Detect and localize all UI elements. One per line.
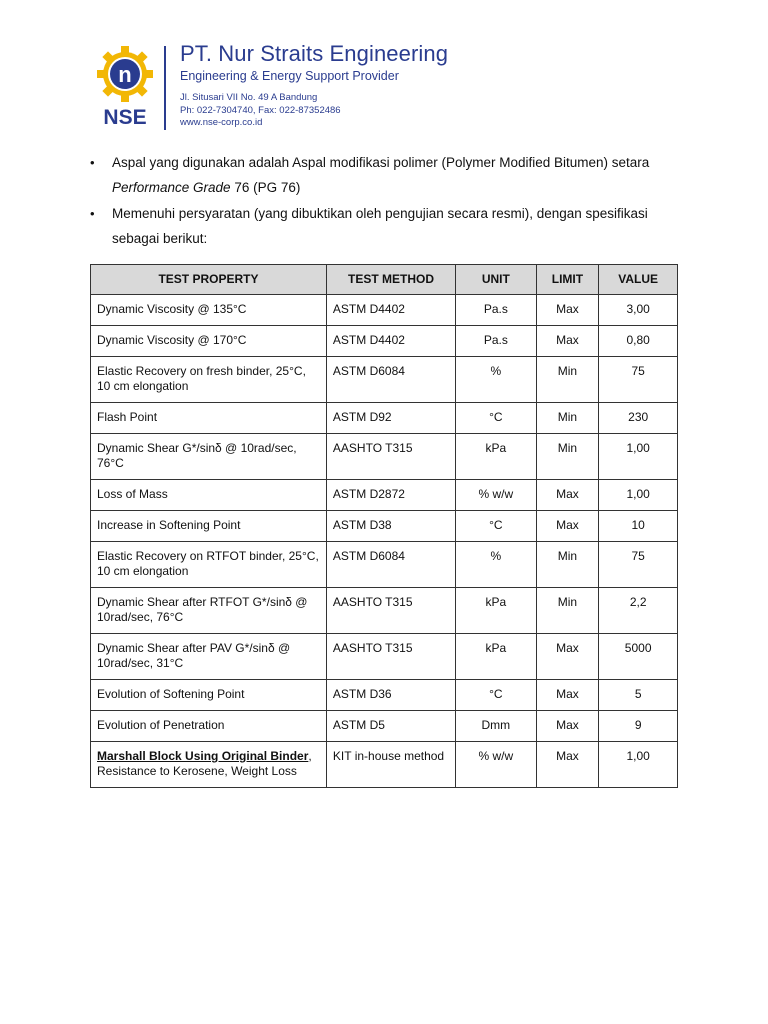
- property-text: Evolution of Softening Point: [97, 687, 245, 701]
- cell-unit: Pa.s: [456, 295, 536, 326]
- logo-letter: n: [118, 62, 132, 87]
- cell-test-method: ASTM D6084: [326, 542, 455, 588]
- cell-limit: Min: [536, 434, 599, 480]
- company-info: [180, 40, 680, 130]
- cell-test-property: [91, 588, 327, 634]
- cell-test-property: [91, 711, 327, 742]
- bullet-text-tail: 76 (PG 76): [230, 180, 301, 195]
- nse-logo: [94, 44, 156, 128]
- cell-limit: Min: [536, 542, 599, 588]
- cell-test-method: ASTM D36: [326, 680, 455, 711]
- cell-test-method: KIT in-house method: [326, 742, 455, 788]
- cell-unit: % w/w: [456, 742, 536, 788]
- cell-test-method: ASTM D4402: [326, 295, 455, 326]
- cell-value: 75: [599, 542, 678, 588]
- cell-value: 1,00: [599, 480, 678, 511]
- property-text: Increase in Softening Point: [97, 518, 241, 532]
- cell-test-method: AASHTO T315: [326, 588, 455, 634]
- cell-limit: Max: [536, 680, 599, 711]
- cell-unit: °C: [456, 511, 536, 542]
- cell-unit: kPa: [456, 634, 536, 680]
- cell-value: 75: [599, 357, 678, 403]
- cell-limit: Min: [536, 588, 599, 634]
- company-website: www.nse-corp.co.id: [180, 117, 263, 128]
- cell-unit: %: [456, 542, 536, 588]
- cell-test-method: ASTM D4402: [326, 326, 455, 357]
- cell-unit: kPa: [456, 588, 536, 634]
- property-bold-text: Marshall Block Using Original Binder: [97, 749, 309, 763]
- header-test-property: TEST PROPERTY: [91, 265, 327, 295]
- cell-test-method: AASHTO T315: [326, 434, 455, 480]
- property-text: Dynamic Shear after PAV G*/sinδ @ 10rad/sec, 31°C: [97, 641, 291, 670]
- property-text: Elastic Recovery on RTFOT binder, 25°C, 10 cm elongation: [97, 549, 319, 578]
- bullet-list: [90, 150, 680, 252]
- cell-test-property: [91, 542, 327, 588]
- property-text: Dynamic Shear G*/sinδ @ 10rad/sec, 76°C: [97, 441, 297, 470]
- property-text: , Resistance to Kerosene, Weight Loss: [97, 749, 312, 778]
- cell-value: 1,00: [599, 434, 678, 480]
- cell-test-property: [91, 511, 327, 542]
- cell-test-property: [91, 634, 327, 680]
- bullet-italic-text: Performance Grade: [112, 180, 231, 195]
- cell-unit: %: [456, 357, 536, 403]
- property-text: Flash Point: [97, 410, 158, 424]
- cell-limit: Min: [536, 403, 599, 434]
- cell-test-property: [91, 295, 327, 326]
- bullet-item: [90, 201, 680, 251]
- table-row: [91, 480, 678, 511]
- cell-limit: Max: [536, 480, 599, 511]
- cell-test-property: [91, 434, 327, 480]
- cell-limit: Max: [536, 634, 599, 680]
- cell-unit: % w/w: [456, 480, 536, 511]
- cell-value: 2,2: [599, 588, 678, 634]
- cell-test-property: [91, 680, 327, 711]
- cell-test-property: [91, 357, 327, 403]
- cell-test-method: ASTM D2872: [326, 480, 455, 511]
- table-row: [91, 711, 678, 742]
- cell-test-method: ASTM D6084: [326, 357, 455, 403]
- cell-value: 10: [599, 511, 678, 542]
- bullet-text: Memenuhi persyaratan (yang dibuktikan oleh pengujian secara resmi), dengan spesifikasi sebagai berikut:: [112, 206, 648, 246]
- table-row: [91, 588, 678, 634]
- header-test-method: TEST METHOD: [326, 265, 455, 295]
- property-text: Dynamic Viscosity @ 135°C: [97, 302, 247, 316]
- company-tagline: Engineering & Energy Support Provider: [180, 69, 399, 83]
- table-row: [91, 634, 678, 680]
- table-row: [91, 742, 678, 788]
- cell-value: 9: [599, 711, 678, 742]
- table-row: [91, 511, 678, 542]
- table-row: [91, 542, 678, 588]
- cell-value: 230: [599, 403, 678, 434]
- bullet-icon: •: [90, 155, 95, 170]
- header-unit: UNIT: [456, 265, 536, 295]
- property-text: Loss of Mass: [97, 487, 168, 501]
- company-address: Jl. Situsari VII No. 49 A Bandung: [180, 92, 318, 103]
- company-name: PT. Nur Straits Engineering: [180, 41, 449, 66]
- cell-test-method: ASTM D5: [326, 711, 455, 742]
- cell-value: 0,80: [599, 326, 678, 357]
- cell-limit: Min: [536, 357, 599, 403]
- bullet-icon: •: [90, 206, 95, 221]
- cell-unit: °C: [456, 680, 536, 711]
- cell-limit: Max: [536, 711, 599, 742]
- cell-test-property: [91, 742, 327, 788]
- cell-unit: Dmm: [456, 711, 536, 742]
- cell-value: 5: [599, 680, 678, 711]
- logo-text: NSE: [103, 106, 147, 128]
- bullet-item: [90, 150, 680, 200]
- table-header-row: [91, 265, 678, 295]
- property-text: Evolution of Penetration: [97, 718, 225, 732]
- bullet-text: Aspal yang digunakan adalah Aspal modifikasi polimer (Polymer Modified Bitumen) setara: [112, 155, 650, 170]
- property-text: Elastic Recovery on fresh binder, 25°C, 10 cm elongation: [97, 364, 306, 393]
- cell-test-method: AASHTO T315: [326, 634, 455, 680]
- cell-limit: Max: [536, 511, 599, 542]
- property-text: Dynamic Viscosity @ 170°C: [97, 333, 247, 347]
- cell-test-method: ASTM D92: [326, 403, 455, 434]
- table-row: [91, 403, 678, 434]
- table-row: [91, 357, 678, 403]
- cell-value: 1,00: [599, 742, 678, 788]
- specification-table: [90, 264, 678, 788]
- cell-test-property: [91, 480, 327, 511]
- cell-limit: Max: [536, 295, 599, 326]
- letterhead-divider: [164, 46, 166, 130]
- letterhead: [94, 40, 694, 140]
- table-row: [91, 295, 678, 326]
- cell-unit: °C: [456, 403, 536, 434]
- cell-test-property: [91, 326, 327, 357]
- table-row: [91, 680, 678, 711]
- header-value: VALUE: [599, 265, 678, 295]
- cell-value: 5000: [599, 634, 678, 680]
- cell-limit: Max: [536, 742, 599, 788]
- cell-unit: kPa: [456, 434, 536, 480]
- table-row: [91, 326, 678, 357]
- table-row: [91, 434, 678, 480]
- header-limit: LIMIT: [536, 265, 599, 295]
- cell-test-property: [91, 403, 327, 434]
- company-phone-fax: Ph: 022-7304740, Fax: 022-87352486: [180, 104, 341, 116]
- cell-limit: Max: [536, 326, 599, 357]
- cell-unit: Pa.s: [456, 326, 536, 357]
- cell-test-method: ASTM D38: [326, 511, 455, 542]
- cell-value: 3,00: [599, 295, 678, 326]
- property-text: Dynamic Shear after RTFOT G*/sinδ @ 10rad/sec, 76°C: [97, 595, 308, 624]
